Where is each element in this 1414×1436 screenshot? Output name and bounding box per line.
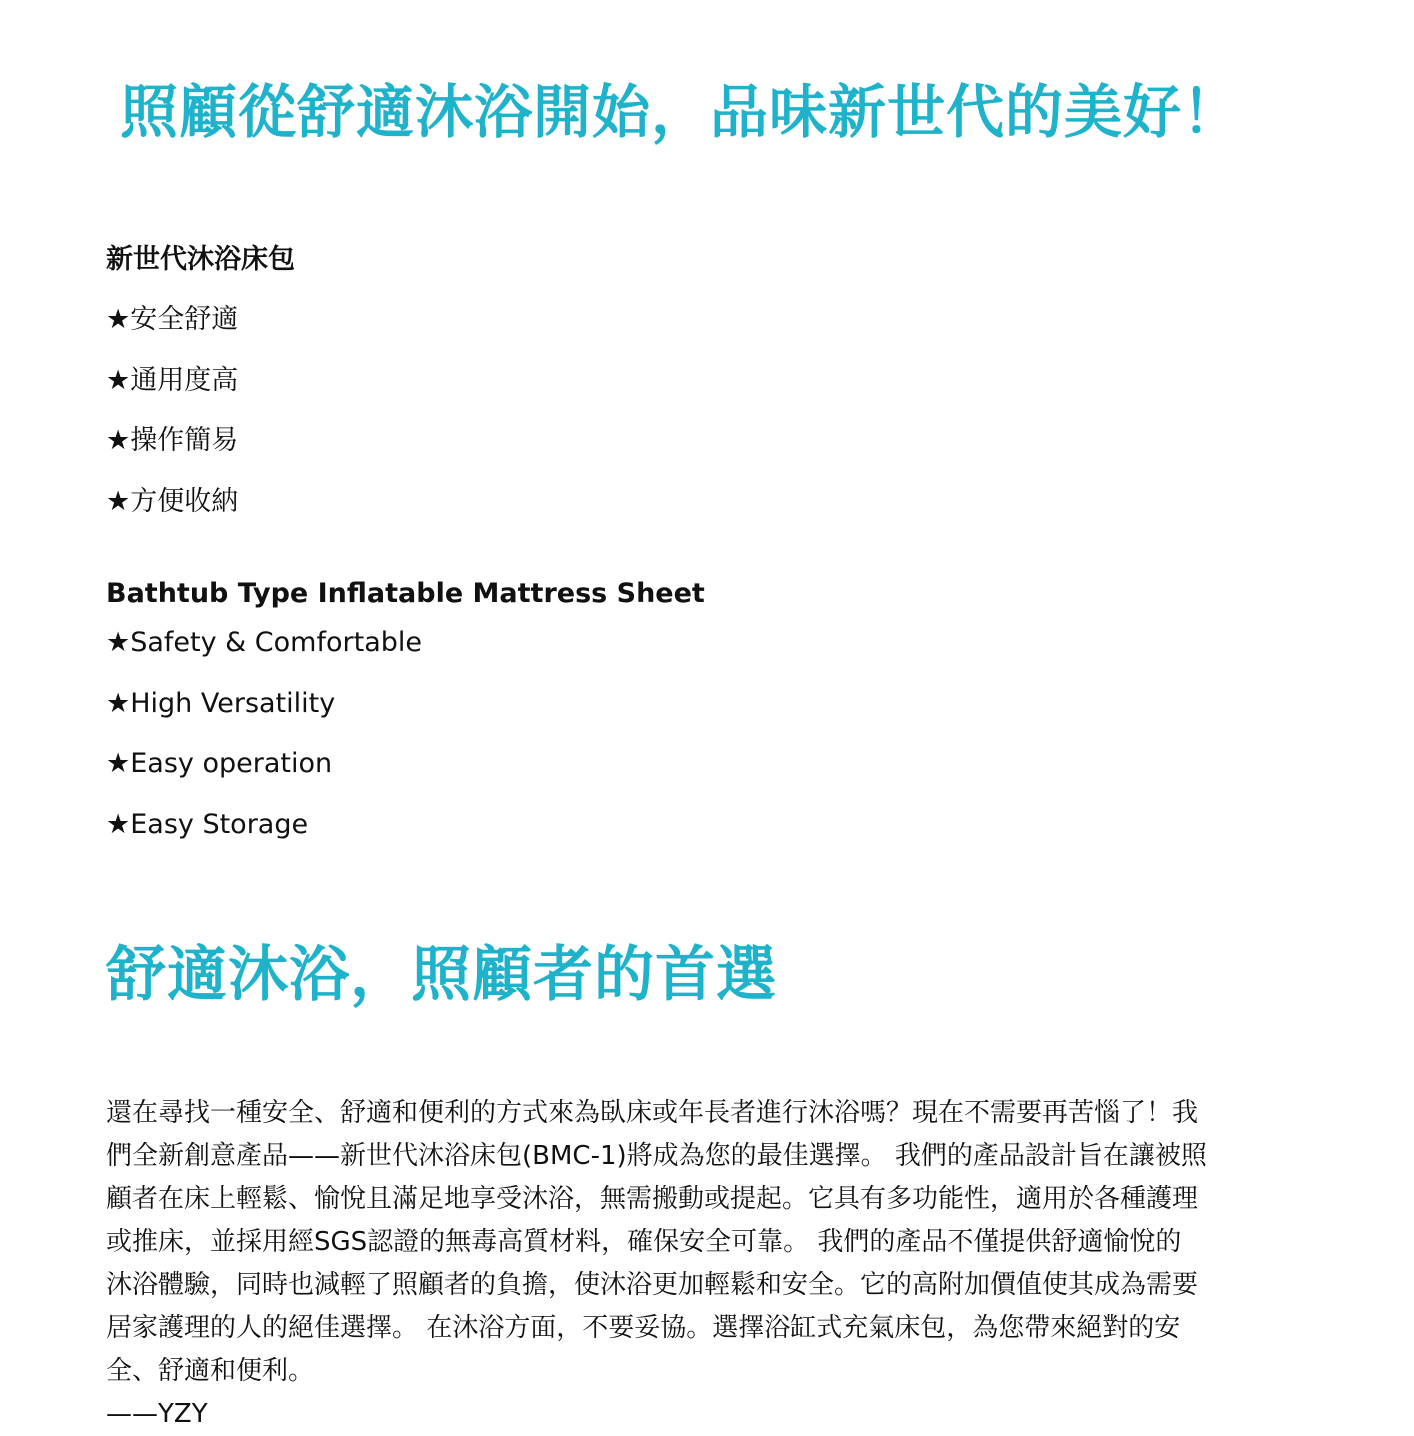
description-paragraph [106,1092,1306,1436]
features-en-heading: Bathtub Type Inflatable Mattress Sheet [106,578,705,609]
list-item [106,744,705,784]
star-icon: ★ [106,364,131,396]
star-icon: ★ [106,485,131,517]
page-title: 照顧從舒適沐浴開始，品味新世代的美好！ [120,78,1242,146]
list-item [106,300,295,340]
list-item [106,623,705,663]
features-zh-section [106,240,295,542]
features-en-list [106,623,705,845]
list-item [106,684,705,724]
list-item [106,482,295,522]
feature-label: 通用度高 [130,364,239,396]
features-en-section [106,574,705,865]
paragraph-line: 全、舒適和便利。 [106,1356,315,1386]
star-icon: ★ [106,304,131,335]
feature-label: 安全舒適 [130,304,239,335]
star-icon: ★ [106,627,131,658]
star-icon: ★ [106,425,131,456]
star-icon: ★ [106,748,131,779]
features-zh-heading: 新世代沐浴床包 [106,244,295,275]
list-item [106,361,295,401]
signature: ——YZY [106,1399,208,1429]
paragraph-line: 沐浴體驗，同時也減輕了照顧者的負擔，使沐浴更加輕鬆和安全。它的高附加價值使其成為需要 [106,1270,1199,1300]
list-item [106,421,295,461]
feature-label: 操作簡易 [130,425,239,456]
section-title: 舒適沐浴，照顧者的首選 [106,940,777,1010]
star-icon: ★ [106,808,131,840]
paragraph-line: 顧者在床上輕鬆、愉悅且滿足地享受沐浴，無需搬動或提起。它具有多功能性，適用於各種護理 [106,1184,1199,1214]
feature-label: Safety & Comfortable [130,627,422,658]
feature-label: 方便收納 [130,485,239,517]
paragraph-line: 們全新創意產品——新世代沐浴床包(BMC-1)將成為您的最佳選擇。 我們的產品設計旨在讓被照 [106,1141,1207,1171]
feature-label: Easy operation [130,748,333,779]
list-item [106,805,705,845]
paragraph-line: 或推床，並採用經SGS認證的無毒高質材料，確保安全可靠。 我們的產品不僅提供舒適愉悅的 [106,1227,1182,1257]
features-zh-list [106,300,295,522]
paragraph-line: 還在尋找一種安全、舒適和便利的方式來為臥床或年長者進行沐浴嗎？現在不需要再苦惱了！我 [106,1098,1199,1128]
paragraph-line: 居家護理的人的絕佳選擇。 在沐浴方面，不要妥協。選擇浴缸式充氣床包，為您帶來絕對的安 [106,1313,1181,1343]
star-icon: ★ [106,687,131,719]
feature-label: High Versatility [130,687,336,719]
feature-label: Easy Storage [130,808,309,840]
